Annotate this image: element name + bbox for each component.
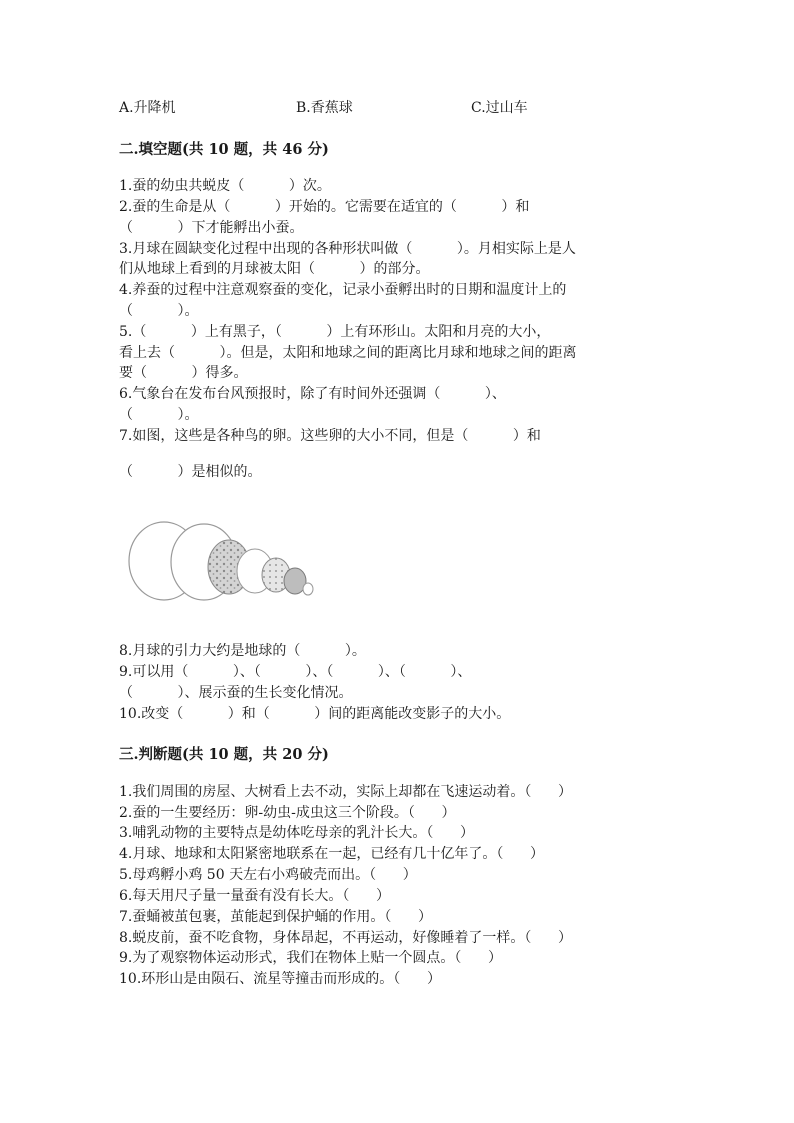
fill-line: 2.蚕的生命是从（ ）开始的。它需要在适宜的（ ）和 [119, 199, 530, 215]
fill-line: 要（ ）得多。 [119, 365, 248, 381]
option-c: C.过山车 [471, 100, 528, 116]
judge-line: 6.每天用尺子量一量蚕有没有长大。（ ） [119, 888, 391, 904]
judge-line: 7.蚕蛹被茧包裹，茧能起到保护蛹的作用。（ ） [119, 909, 433, 925]
fill-line: （ ）。 [119, 407, 199, 423]
fill-line: （ ）是相似的。 [119, 464, 262, 480]
judge-line: 4.月球、地球和太阳紧密地联系在一起，已经有几十亿年了。（ ） [119, 846, 545, 862]
judge-line: 8.蜕皮前，蚕不吃食物，身体昂起，不再运动，好像睡着了一样。（ ） [119, 930, 573, 946]
option-a: A.升降机 [119, 100, 176, 116]
judge-line: 5.母鸡孵小鸡 50 天左右小鸡破壳而出。（ ） [119, 867, 417, 883]
option-b: B.香蕉球 [296, 100, 353, 116]
fill-line: 看上去（ ）。但是，太阳和地球之间的距离比月球和地球之间的距离 [119, 345, 577, 361]
fill-line: 4.养蚕的过程中注意观察蚕的变化，记录小蚕孵出时的日期和温度计上的 [119, 282, 567, 298]
fill-line: （ ）。 [119, 303, 199, 319]
fill-line: （ ）下才能孵出小蚕。 [119, 220, 304, 236]
section3-title: 三.判断题(共 10 题，共 20 分) [119, 746, 329, 763]
fill-line: 9.可以用（ ）、（ ）、（ ）、（ ）、 [119, 664, 472, 680]
fill-line: 7.如图，这些是各种鸟的卵。这些卵的大小不同，但是（ ）和 [119, 428, 541, 444]
bird-eggs-figure [124, 520, 320, 602]
judge-line: 3.哺乳动物的主要特点是幼体吃母亲的乳汁长大。（ ） [119, 825, 475, 841]
egg-7 [303, 583, 313, 595]
judge-line: 2.蚕的一生要经历：卵-幼虫-成虫这三个阶段。（ ） [119, 805, 456, 821]
fill-line: 8.月球的引力大约是地球的（ ）。 [119, 643, 366, 659]
fill-line: （ ）、展示蚕的生长变化情况。 [119, 685, 353, 701]
fill-line: 们从地球上看到的月球被太阳（ ）的部分。 [119, 261, 430, 277]
section2-title: 二.填空题(共 10 题，共 46 分) [119, 141, 329, 158]
fill-line: 3.月球在圆缺变化过程中出现的各种形状叫做（ ）。月相实际上是人 [119, 241, 576, 257]
fill-line: 1.蚕的幼虫共蜕皮（ ）次。 [119, 178, 331, 194]
fill-line: 10.改变（ ）和（ ）间的距离能改变影子的大小。 [119, 706, 511, 722]
judge-line: 1.我们周围的房屋、大树看上去不动，实际上却都在飞速运动着。（ ） [119, 784, 573, 800]
fill-line: 6.气象台在发布台风预报时，除了有时间外还强调（ ）、 [119, 386, 506, 402]
judge-line: 9.为了观察物体运动形式，我们在物体上贴一个圆点。（ ） [119, 950, 503, 966]
judge-line: 10.环形山是由陨石、流星等撞击而形成的。（ ） [119, 971, 441, 987]
fill-line: 5.（ ）上有黑子，（ ）上有环形山。太阳和月亮的大小， [119, 324, 551, 340]
